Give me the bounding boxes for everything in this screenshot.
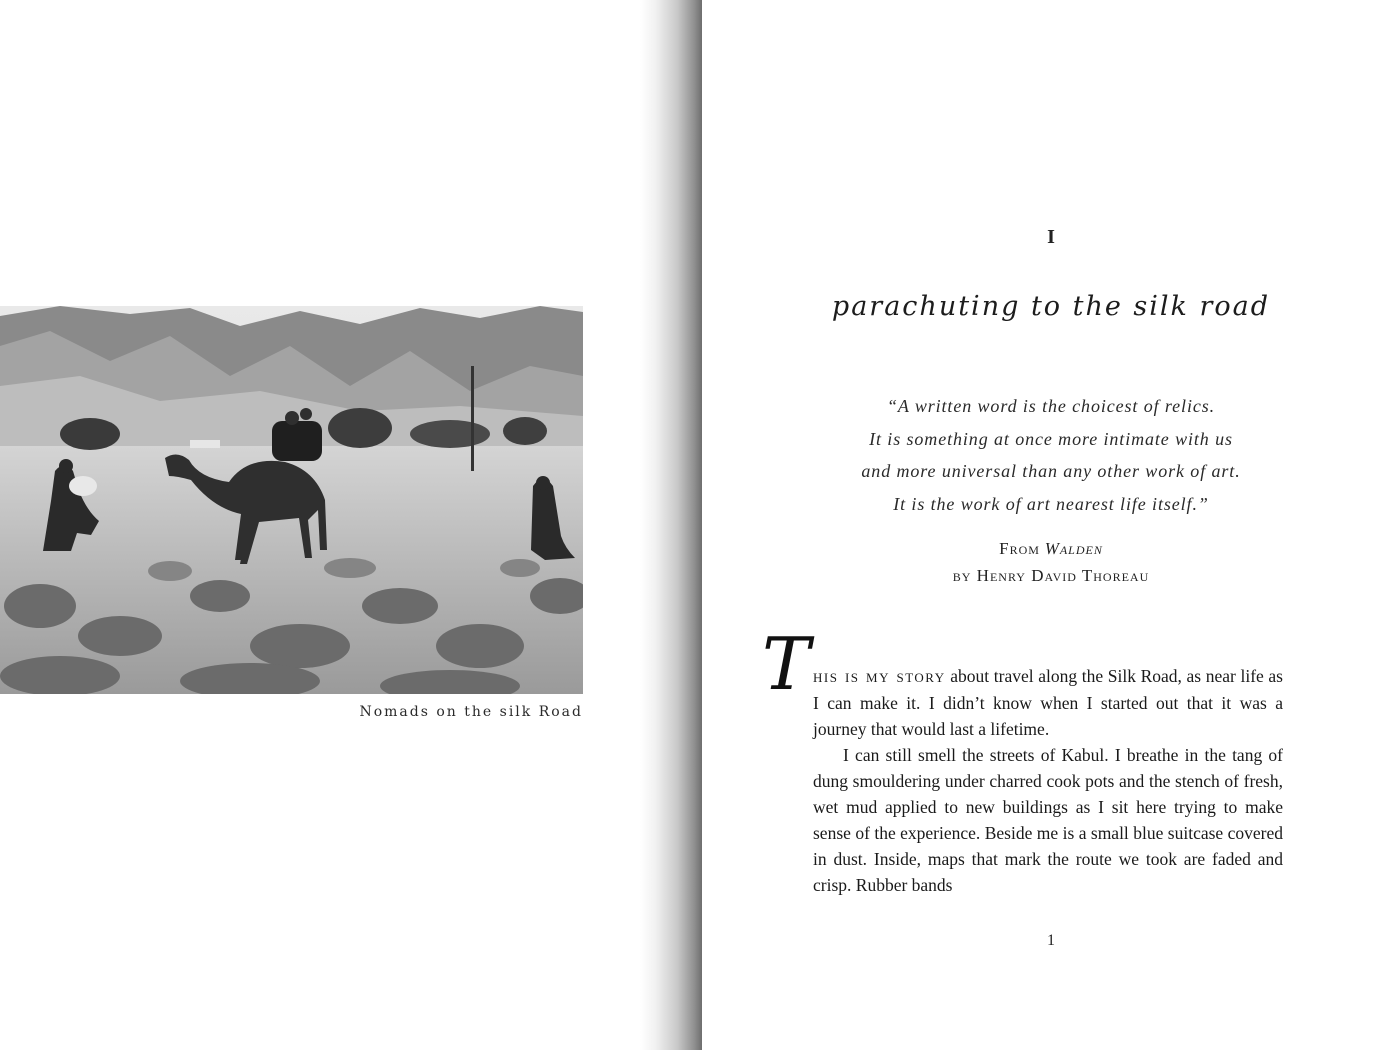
attribution-source [702,538,1400,565]
epigraph-line: “A written word is the choicest of relics. [886,396,1216,416]
epigraph-line: It is the work of art nearest life itself.” [893,493,1209,514]
lead-in: his is my story [813,666,946,687]
attribution-from: From [999,539,1040,558]
body-text [813,663,1283,898]
nomads-photo [0,306,583,694]
page-number: 1 [1047,932,1055,949]
chapter-number: I [1047,226,1055,248]
drop-cap: T [762,622,811,706]
epigraph-line: and more universal than any other work of art. [861,461,1241,481]
chapter-title: parachuting to the silk road [831,291,1271,322]
attribution-author: by Henry David Thoreau [952,566,1150,585]
right-page [702,0,1400,1050]
paragraph: I can still smell the streets of Kabul. I breathe in the tang of dung smouldering under charred cook pots and the stench of fresh, wet mud applied to new buildings as I sit here trying to make sense of the experience. Beside me is a small blue suitcase covered in dust. Inside, maps that mark the route we took are faded and crisp. Rubber bands [813,745,1283,895]
book-gutter [640,0,702,1050]
paragraph [813,663,1283,742]
paragraph-text: about travel along the Silk Road, as near life as I can make it. I didn’t know when I started out that it was a journey that would last a lifetime. [813,666,1283,739]
photo-caption: Nomads on the silk Road [359,704,583,720]
epigraph-line: It is something at once more intimate with us [869,428,1233,449]
epigraph [702,394,1400,524]
epigraph-attribution [702,538,1400,592]
attribution-work: Walden [1044,539,1103,558]
left-page [0,0,640,1050]
